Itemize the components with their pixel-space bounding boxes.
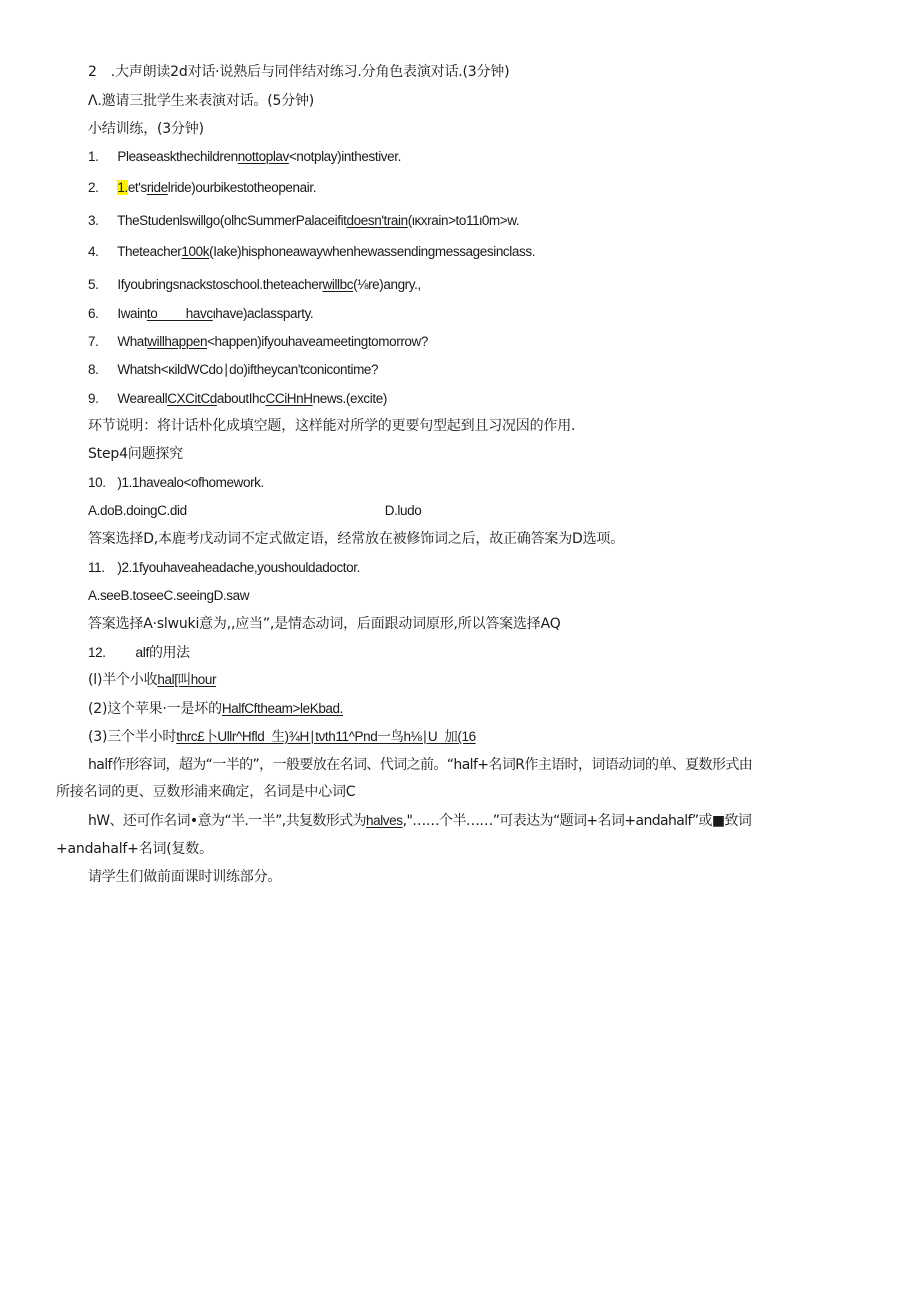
options-text: A.doB.doingC.did bbox=[88, 503, 187, 518]
line-text: +andahalf+名词(复数。 bbox=[56, 841, 213, 857]
exercise-item-7 bbox=[88, 332, 428, 352]
item-number: 12. bbox=[88, 645, 106, 660]
section-heading-summary bbox=[88, 119, 204, 139]
item-text: <happen)ifyouhaveameetingtomorrow? bbox=[207, 334, 429, 349]
answer-explanation-11 bbox=[88, 614, 561, 634]
item-text: (ικxrain>to11ι0m>w. bbox=[407, 213, 520, 228]
line-text: half作形容词，超为“一半的”，一般要放在名词、代词之前。“half+名词R作主语时，词语动词的单、夏数形式由 bbox=[88, 757, 753, 773]
item-text: Ifyoubringsnackstoschool.theteacher bbox=[117, 277, 323, 292]
item-number: 5. bbox=[88, 277, 99, 292]
half-explanation-3 bbox=[88, 811, 751, 831]
options-text: A.seeB.toseeC.seeingD.saw bbox=[88, 588, 250, 603]
exercise-item-5 bbox=[88, 275, 421, 295]
item-number: 8. bbox=[88, 362, 99, 377]
answer-blank: CCiHnH bbox=[265, 391, 313, 406]
question-text: alf的用法 bbox=[135, 644, 190, 660]
exercise-item-8 bbox=[88, 360, 378, 380]
exercise-item-9 bbox=[88, 389, 387, 409]
line-text: (l)半个小收 bbox=[88, 672, 158, 688]
line-text: 所接名词的更、豆数形浦来确定，名词是中心词C bbox=[56, 784, 356, 800]
item-number: 1. bbox=[88, 149, 99, 164]
item-number: 9. bbox=[88, 391, 99, 406]
half-explanation-2 bbox=[56, 782, 355, 802]
item-text: TheStudenlswillgo(olhcSummerPalaceifit bbox=[117, 213, 347, 228]
half-explanation-4 bbox=[56, 839, 213, 859]
item-text: (⅛re)angry., bbox=[353, 277, 421, 292]
item-text: Whatsh<κildWCdo∣do)iftheycan'tconicontime? bbox=[117, 362, 379, 377]
item-text: news.(excite) bbox=[312, 391, 387, 406]
option-d: D.ludo bbox=[384, 503, 422, 518]
answer-blank: nottoplav bbox=[237, 149, 289, 164]
item-number: 10. bbox=[88, 475, 106, 490]
item-text: et's bbox=[127, 180, 147, 195]
step4-heading bbox=[88, 444, 183, 464]
item-text: ιhave)aclassparty. bbox=[212, 306, 314, 321]
example-text: hal[叫hour bbox=[157, 672, 217, 687]
line-text: .大声朗读2d对话·说熟后与同伴结对练习.分角色表演对话.(3分钟) bbox=[110, 64, 510, 80]
question-text: )1.1havealo<ofhomework. bbox=[117, 475, 264, 490]
item-number: 2. bbox=[88, 180, 99, 195]
item-number: 4. bbox=[88, 244, 99, 259]
line-text: 环节说明：将计话朴化成填空题，这样能对所学的更要句型起到且习况因的作用. bbox=[88, 418, 576, 434]
half-usage-1 bbox=[88, 670, 216, 690]
line-text: (3)三个半小时 bbox=[88, 729, 177, 745]
line-text: Λ.邀请三批学生来表演对话。(5分钟) bbox=[88, 93, 315, 109]
line-invite-students bbox=[88, 91, 314, 111]
exercise-item-6 bbox=[88, 304, 313, 324]
item-number: 3. bbox=[88, 213, 99, 228]
line-text: 请学生们做前面课时训练部分。 bbox=[88, 869, 282, 885]
question-10 bbox=[88, 473, 264, 493]
item-text: aboutIhc bbox=[216, 391, 266, 406]
exercise-item-2 bbox=[88, 178, 316, 198]
line-text: ,"……个半……”可表达为“题词+名词+andahalf”或■致词 bbox=[402, 813, 752, 829]
item-text: (Iake)hisphoneawaywhenhewassendingmessagesinclass. bbox=[209, 244, 536, 259]
line-read-dialogue bbox=[88, 62, 509, 82]
line-text: 小结训练，(3分钟) bbox=[88, 121, 204, 137]
line-text: hW、还可作名词•意为“半.一半”,共复数形式为 bbox=[88, 813, 366, 829]
item-text: Iwain bbox=[117, 306, 147, 321]
section-note bbox=[88, 416, 575, 436]
item-number: 7. bbox=[88, 334, 99, 349]
item-text: Weareall bbox=[117, 391, 168, 406]
question-11 bbox=[88, 558, 360, 578]
example-text: halves bbox=[365, 813, 403, 828]
answer-blank: willhappen bbox=[147, 334, 208, 349]
item-text: What bbox=[117, 334, 148, 349]
item-number: 11. bbox=[88, 560, 105, 575]
line-text: 答案选择D,本鹿考戊动词不定式做定语，经常放在被修饰词之后，故正确答案为D选项。 bbox=[88, 531, 625, 547]
highlight-mark: 1. bbox=[117, 180, 128, 195]
half-usage-2 bbox=[88, 699, 343, 719]
answer-blank: to____havc bbox=[146, 306, 213, 321]
item-text: lride)ourbikestotheopenair. bbox=[167, 180, 317, 195]
item-number: 6. bbox=[88, 306, 99, 321]
question-11-options bbox=[88, 586, 249, 606]
question-text: )2.1fyouhaveaheadache,youshouldadoctor. bbox=[117, 560, 360, 575]
item-text: Pleaseaskthechildren bbox=[117, 149, 238, 164]
answer-blank: 100k bbox=[181, 244, 210, 259]
line-text: (2)这个苹果·一是坏的 bbox=[88, 701, 222, 717]
exercise-item-3 bbox=[88, 211, 519, 231]
example-text: thrc£卜Ullr^Hfld_生)¾H∣tνth11^Pnd一鸟h⅛∣U_加(16 bbox=[176, 729, 476, 744]
half-usage-3 bbox=[88, 727, 476, 747]
item-text: Theteacher bbox=[117, 244, 182, 259]
exercise-item-1 bbox=[88, 147, 401, 167]
answer-blank: ride bbox=[146, 180, 168, 195]
answer-blank: CXCitCd bbox=[167, 391, 217, 406]
answer-blank: willbc bbox=[322, 277, 354, 292]
homework-instruction bbox=[88, 867, 281, 887]
half-explanation-1 bbox=[88, 755, 752, 775]
line-text: 答案选择A·slwuki意为,,应当”,是情态动词，后面跟动词原形,所以答案选择AQ bbox=[88, 616, 561, 632]
exercise-item-4 bbox=[88, 242, 535, 262]
answer-blank: doesn'train bbox=[346, 213, 408, 228]
question-10-options bbox=[88, 501, 421, 521]
line-text: Step4问题探究 bbox=[88, 446, 183, 462]
question-12 bbox=[88, 642, 190, 663]
answer-explanation-10 bbox=[88, 529, 624, 549]
example-text: HalfCftheam>leKbad. bbox=[221, 701, 343, 716]
item-number: 2 bbox=[88, 64, 97, 80]
item-text: <notplay)inthestiver. bbox=[288, 149, 401, 164]
